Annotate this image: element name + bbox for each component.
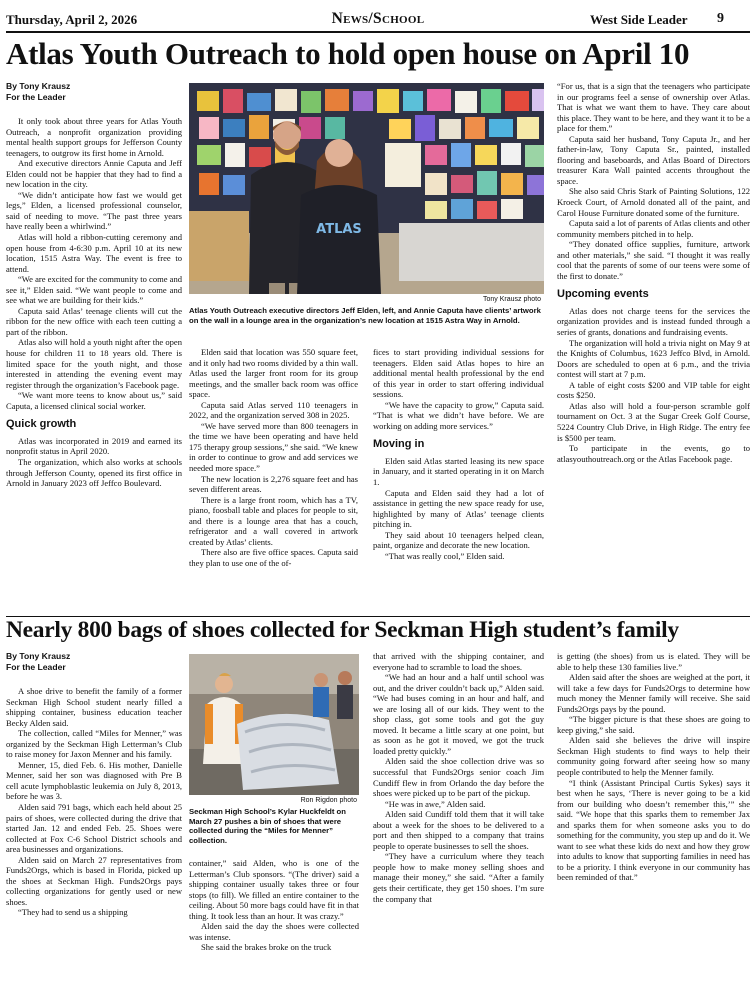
paragraph: “We want more teens to know about us,” said Caputa, a licensed clinical social worker. bbox=[6, 390, 182, 411]
paragraph: “He was in awe,” Alden said. bbox=[385, 798, 486, 809]
paragraph: container,” said Alden, who is one of the Letterman’s Club sponsors. “(The driver) said a shipping container usually takes three or four stops (to fill). We filled an entire container to the ceiling. About 50 more bags could have fit in that thing. It took less than an hour. It was crazy.” bbox=[189, 858, 359, 921]
paragraph: that arrived with the shipping container, and everyone had to scramble to load the shoes. bbox=[373, 651, 544, 672]
paragraph: The collection, called “Miles for Menner,” was organized by the Seckman High Letterman’s Club to raise money for Jaxon Menner and his family. bbox=[6, 728, 182, 760]
paragraph: Caputa said Atlas served 110 teenagers in 2022, and the organization served 308 in 2025. bbox=[189, 399, 358, 421]
paragraph: “They donated office supplies, furniture, artwork and other materials,” she said. “I thought it was really cool that the parents of some of our teens were some of the first to donate.” bbox=[557, 239, 750, 281]
story2-photo-credit: Ron Rigdon photo bbox=[300, 797, 357, 804]
shirt-logo-text: ATLAS bbox=[316, 222, 362, 237]
story1-column-3 bbox=[373, 347, 544, 615]
paragraph: “They have a curriculum where they teach people how to make money selling shoes and manage their money,” she said. “After a family gets their certificate, they get 150 shoes. I’m sure the company that bbox=[373, 851, 544, 904]
paragraph: To participate in the events, go to atlasyouthoutreach.org or the Atlas Facebook page. bbox=[557, 443, 750, 464]
paragraph: “I think (Assistant Principal Curtis Sykes) says it best when he says, ‘There is never going to be a kid from our building who doesn’t remember this,’” she said. “We hope that this sparks them to remember Jax and sparks them for when someone asks you to do something for the community, you step up and do it. We want to see what these kids do next and how they grow into adults to know that supporting families in need has to be a priority. I think everyone in our community has been reminded of that.” bbox=[557, 777, 750, 883]
paragraph: is getting (the shoes) from us is elated. They will be able to help these 130 families live.” bbox=[557, 651, 750, 672]
paragraph: Caputa said Atlas’ teenage clients will cut the ribbon for the new office with each teen cutting a part of the ribbon. bbox=[6, 305, 182, 337]
paragraph: Caputa said her husband, Tony Caputa Jr., and her father-in-law, Tony Caputa Sr., painted, installed flooring and baseboards, and Atlas Board of Directors treasurer Kara Wall painted accents throughout the space. bbox=[557, 133, 750, 186]
paragraph: Elden said that location was 550 square feet, and it only had two rooms divided by a thin wall. Atlas used the larger front room for its group meetings, and the smaller back room was office space. bbox=[189, 347, 358, 400]
page-number: 9 bbox=[717, 11, 724, 26]
story2-byline-affiliation: For the Leader bbox=[6, 662, 66, 672]
paragraph: Atlas will hold a ribbon-cutting ceremony and open house from 4-6:30 p.m. April 10 at its new location, 1515 Astra Way. The event is free to attend. bbox=[6, 232, 182, 274]
paragraph: “We didn’t anticipate how fast we would get legs,” Elden, a licensed professional counselor, said of needing to move. “The past three years have really been a whirlwind.” bbox=[6, 189, 182, 232]
bin-of-shoes bbox=[237, 714, 339, 790]
story1-photo-credit: Tony Krausz photo bbox=[483, 296, 541, 303]
paragraph: She also said Chris Stark of Painting Solutions, 122 Kroeck Court, of Arnold donated all of the paint, and Carol House Furniture donated some of the furniture. bbox=[557, 186, 750, 218]
paper-name: West Side Leader bbox=[590, 12, 688, 27]
subhead-quick-growth: Quick growth bbox=[6, 418, 77, 431]
paragraph: They said about 10 teenagers helped clean, paint, organize and decorate the new location. bbox=[373, 529, 544, 551]
artwork-wall-photo bbox=[189, 83, 544, 294]
paragraph: Alden said on March 27 representatives from Funds2Orgs, which is based in Florida, picked up the shoes at Seckman High. Funds2Orgs pays collecting organizations for gently used or new shoes. bbox=[6, 854, 182, 907]
paragraph: Menner, 15, died Feb. 6. His mother, Danielle Menner, said her son was diagnosed with Pre B cell acute lymphoblastic leukemia on July 8, 2013, before he was 3. bbox=[6, 759, 182, 802]
story1-column-2 bbox=[189, 347, 358, 615]
paragraph: fices to start providing individual sessions for teenagers. Elden said Atlas hopes to hire an additional mental health professional by the end of this year in order to start offering individual sessions. bbox=[373, 347, 544, 400]
paragraph: There is a large front room, which has a TV, piano, foosball table and places for people to sit, and there is a lounge area that has a couch, refrigerator and a wall covered in artwork created by Atlas’ clients. bbox=[189, 494, 358, 547]
story1-column-4 bbox=[557, 81, 750, 614]
subhead-moving-in: Moving in bbox=[373, 438, 425, 451]
story2-photo bbox=[189, 654, 359, 795]
header-rule bbox=[6, 31, 750, 33]
paragraph: Atlas was incorporated in 2019 and earned its nonprofit status in April 2020. bbox=[6, 435, 182, 457]
paragraph: Alden said Cundiff told them that it will take about a week for the shoes to be delivered to a port and then shipped to a company that trains people to operate businesses to sell the shoes. bbox=[373, 809, 544, 851]
paragraph: Atlas also will hold a youth night after the open house for children 11 to 18 years old. There is limited space for the youth night, and those interested in attending the evening event may register through the organization’s Facebook page. bbox=[6, 337, 182, 390]
paragraph: Atlas does not charge teens for the services the organization provides and is instead funded through a series of grants, donations and fundraising events. bbox=[557, 305, 750, 338]
story1-column-1 bbox=[6, 81, 182, 614]
paragraph: “The bigger picture is that these shoes are going to keep giving,” she said. bbox=[557, 714, 750, 735]
paragraph: “We have the capacity to grow,” Caputa said. “That is what we didn’t have before. We are working on adding more services.” bbox=[373, 399, 544, 431]
paragraph: Caputa said a lot of parents of Atlas clients and other community members pitched in to help. bbox=[557, 218, 750, 239]
paragraph: Caputa and Elden said they had a lot of assistance in getting the new space ready for use, highlighted by many of Atlas’ teenage clients pitching in. bbox=[373, 487, 544, 530]
paragraph: “That was really cool,” Elden said. bbox=[385, 550, 505, 561]
subhead-upcoming-events: Upcoming events bbox=[557, 288, 649, 301]
paragraph: Alden said the day the shoes were collected was intense. bbox=[189, 921, 359, 942]
paragraph: And executive directors Annie Caputa and Jeff Elden could not be happier that they had to find a new location in the city. bbox=[6, 158, 182, 190]
issue-date: Thursday, April 2, 2026 bbox=[6, 12, 138, 27]
story2-headline: Nearly 800 bags of shoes collected for Seckman High student’s family bbox=[6, 617, 679, 643]
shoe-bin-photo bbox=[189, 654, 359, 795]
paragraph: It only took about three years for Atlas Youth Outreach, a nonprofit organization providing mental health support groups for Jefferson County teenagers, to outgrow its first home in Arnold. bbox=[6, 116, 182, 158]
paragraph: “We are excited for the community to come and see it,” Elden said. “We want people to come and see what we are building for their kids.” bbox=[6, 274, 182, 306]
paragraph: “We have served more than 800 teenagers in the time we have been operating and have held 175 therapy group sessions,” she said. “We knew in order to continue to grow and add services we needed more space.” bbox=[189, 420, 358, 474]
paragraph: A table of eight costs $200 and VIP table for eight costs $250. bbox=[557, 379, 750, 401]
paragraph: The organization will hold a trivia night on May 9 at the Knights of Columbus, 1623 Jeffco Blvd, in Arnold. Doors are scheduled to open at 6 p.m., and the trivia contest will start at 7 p.m. bbox=[557, 337, 750, 380]
paragraph: “For us, that is a sign that the teenagers who participate in our programs feel a sense of ownership over Atlas. That is what we want them to have. They care about this place. They want to be here, and they want it to be a place for them.” bbox=[557, 81, 750, 134]
paragraph: Alden said after the shoes are weighed at the port, it will take a few days for Funds2Orgs to determine how much money the Menner family will receive. She said Funds2Orgs pays by the pound. bbox=[557, 672, 750, 714]
paragraph: Elden said Atlas started leasing its new space in January, and it started operating in it on March 1. bbox=[373, 455, 544, 488]
story2-byline: By Tony Krausz bbox=[6, 651, 71, 661]
paragraph: The new location is 2,276 square feet and has seven different areas. bbox=[189, 473, 358, 495]
story2-column-2 bbox=[189, 858, 359, 979]
story1-photo-caption: Atlas Youth Outreach executive directors Jeff Elden, left, and Annie Caputa have clients’ artwork on the wall in a lounge area in the organization’s new location at 1515 Astra Way in Arnold. bbox=[189, 306, 541, 325]
paragraph: “We had an hour and a half until school was out, and the driver couldn’t back up,” Alden said. “We had buses coming in an hour and half, and we are losing all of our kids. They went to the shop class, got some tools and got the guy moved. It became a little scary at one point, but as soon as he got it moved, we got the truck loaded pretty quickly.” bbox=[373, 672, 544, 756]
story1-photo bbox=[189, 83, 544, 294]
paragraph: Alden said 791 bags, which each held about 25 pairs of shoes, were collected during the drive that started Jan. 12 and ended Feb. 25. Shoes were collected at Fox C-6 School District schools and area businesses and organizations. bbox=[6, 802, 182, 855]
paragraph: “They had to send us a shipping bbox=[18, 907, 128, 918]
story2-column-4 bbox=[557, 651, 750, 979]
story1-byline-affiliation: For the Leader bbox=[6, 92, 66, 102]
paragraph: Atlas also will hold a four-person scramble golf tournament on Oct. 3 at the Sugar Creek Golf Course, 5224 Country Club Drive, in High Ridge. The entry fee is $500 per team. bbox=[557, 400, 750, 443]
story1-headline: Atlas Youth Outreach to hold open house on April 10 bbox=[6, 36, 690, 71]
paragraph: She said the brakes broke on the truck bbox=[201, 942, 332, 953]
paragraph: A shoe drive to benefit the family of a former Seckman High School student nearly filled a shipping container, business education teacher Becky Alden said. bbox=[6, 686, 182, 728]
paragraph: Alden said she believes the drive will inspire Seckman High students to find ways to help their community going forward after seeing how so many people contributed to help the Menner family. bbox=[557, 735, 750, 778]
paragraph: The organization, which also works at schools through Jefferson County, opened its first office in Arnold in January 2023 off Jeffco Boulevard. bbox=[6, 456, 182, 489]
paragraph: Alden said the shoe collection drive was so successful that Funds2Orgs senior coach Jim Cundiff flew in from Orlando the day before the shoes were picked up to be part of the pickup. bbox=[373, 756, 544, 799]
story2-photo-caption: Seckman High School’s Kylar Huckfeldt on March 27 pushes a bin of shoes that were collected during the “Miles for Menner” collection. bbox=[189, 807, 346, 845]
story1-byline: By Tony Krausz bbox=[6, 81, 71, 91]
story2-column-3 bbox=[373, 651, 544, 979]
story2-column-1 bbox=[6, 651, 182, 979]
paragraph: There also are five office spaces. Caputa said they plan to use one of the of- bbox=[189, 547, 358, 568]
section-title: News/School bbox=[331, 10, 425, 27]
